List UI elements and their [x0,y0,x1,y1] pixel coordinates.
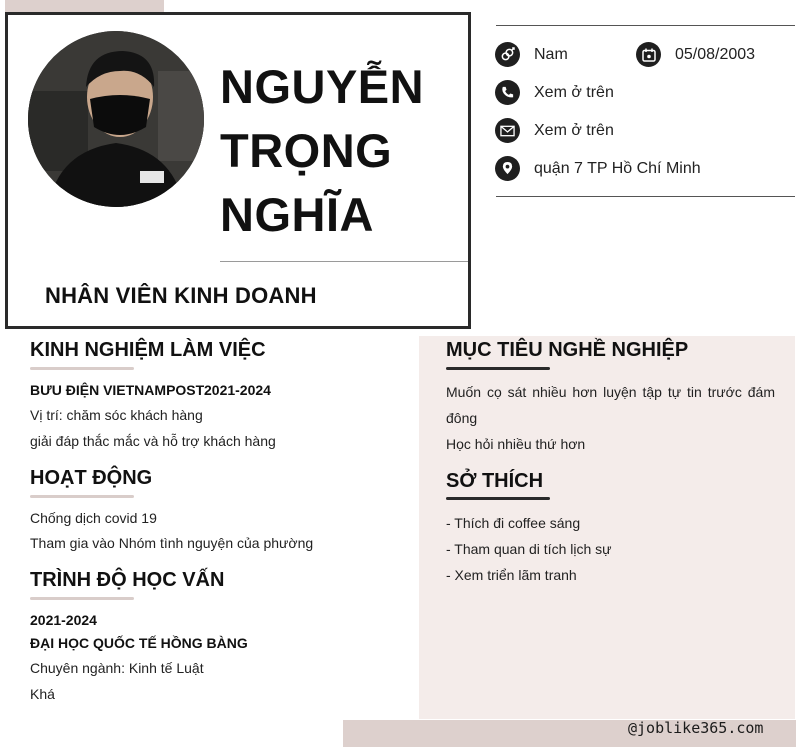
gender-icon [495,42,520,67]
section-title-education: TRÌNH ĐỘ HỌC VẤN [30,569,225,591]
email-icon [495,118,520,143]
activity-line: Tham gia vào Nhóm tình nguyện của phường [30,535,314,551]
contact-birthday [636,42,755,67]
job-title: NHÂN VIÊN KINH DOANH [45,283,317,308]
objective-line: Học hỏi nhiều thứ hơn [446,436,586,452]
section-underline [446,497,550,500]
experience-line: Vị trí: chăm sóc khách hàng [30,407,203,423]
objective-line: Muốn cọ sát nhiều hơn luyện tập tự tin trước đám đông [446,384,775,426]
divider [496,196,795,197]
hobby-item: - Xem triển lãm tranh [446,567,577,583]
section-underline [30,495,134,498]
contact-email [495,118,614,143]
section-title-objective: MỤC TIÊU NGHỀ NGHIỆP [446,339,689,361]
header-card [5,12,471,329]
education-major: Chuyên ngành: Kinh tế Luật [30,660,204,676]
section-title-experience: KINH NGHIỆM LÀM VIỆC [30,339,266,361]
hobby-item: - Tham quan di tích lịch sự [446,541,612,557]
birthday-value: 05/08/2003 [675,45,756,63]
phone-icon [495,80,520,105]
calendar-icon [636,42,661,67]
gender-value: Nam [534,45,568,63]
phone-value: Xem ở trên [534,83,614,101]
experience-line: giải đáp thắc mắc và hỗ trợ khách hàng [30,433,276,449]
contact-phone [495,80,614,105]
section-underline [30,367,134,370]
section-underline [446,367,550,370]
location-icon [495,156,520,181]
company-name: BƯU ĐIỆN VIETNAMPOST [30,382,205,398]
avatar-photo [28,31,204,207]
activity-line: Chống dịch covid 19 [30,510,157,526]
watermark: @joblike365.com [628,719,764,737]
education-period: 2021-2024 [30,612,97,628]
hobby-item: - Thích đi coffee sáng [446,515,581,531]
divider [496,25,795,26]
contact-address [495,156,701,181]
education-grade: Khá [30,686,55,702]
section-underline [30,597,134,600]
school-name: ĐẠI HỌC QUỐC TẾ HỒNG BÀNG [30,635,248,651]
divider [220,261,468,262]
experience-period: 2021-2024 [204,382,271,398]
contact-gender [495,42,568,67]
section-title-activities: HOẠT ĐỘNG [30,467,153,489]
section-title-hobbies: SỞ THÍCH [446,470,544,492]
avatar [28,31,204,207]
email-value: Xem ở trên [534,121,614,139]
address-value: quận 7 TP Hồ Chí Minh [534,159,701,177]
full-name: NGUYỄN TRỌNG NGHĨA [220,60,425,241]
